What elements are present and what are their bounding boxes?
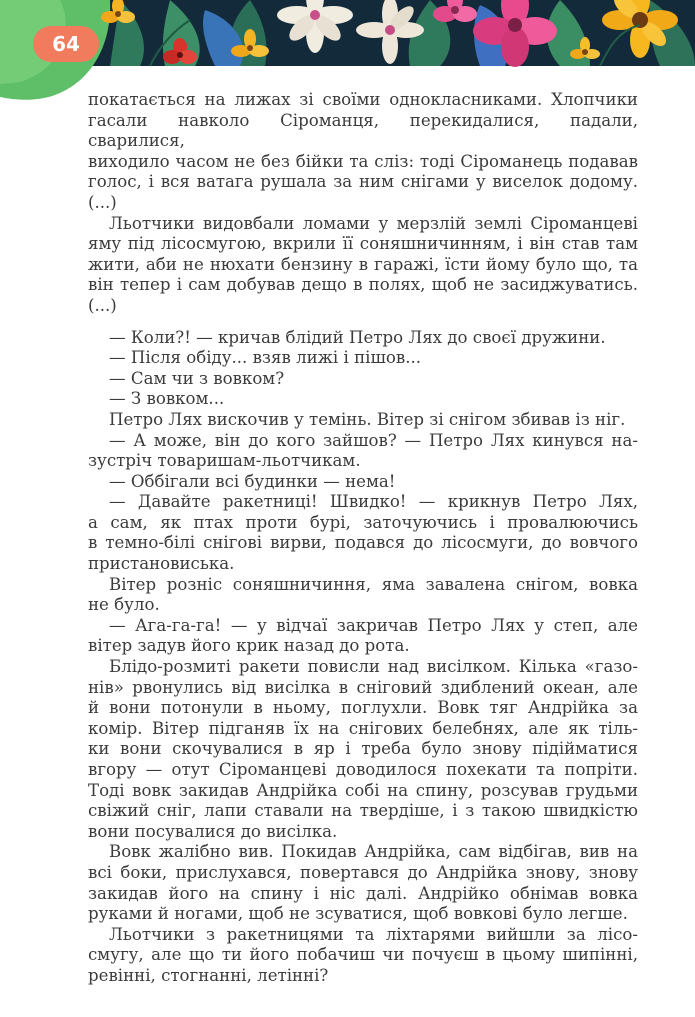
text-line: вони посувалися до висілка. xyxy=(88,821,338,841)
text-line: Вітер розніс соняшничиння, яма завалена снігом, вовка xyxy=(109,574,638,594)
text-line: — Сам чи з вовком? xyxy=(109,368,285,388)
text-line: голос, і вся ватага рушала за ним снігами у виселок додому. (...) xyxy=(88,172,638,212)
text-line: Вовк жалібно вив. Покидав Андрійка, сам відбігав, вив на xyxy=(109,842,638,862)
story-text xyxy=(88,90,638,987)
text-line: він тепер і сам добував дещо в полях, щоб не засиджуватись. (...) xyxy=(88,275,638,315)
text-line: жити, аби не нюхати бензину в гаражі, їсти йому було що, та xyxy=(88,254,638,274)
text-line: закидав його на спину і ніс далі. Андрійко обнімав вовка xyxy=(88,883,638,903)
text-line: — Ага-га-га! — у відчаї закричав Петро Лях у степ, але xyxy=(109,615,638,635)
text-line: — Давайте ракетниці! Швидко! — крикнув Петро Лях, xyxy=(109,492,638,512)
text-line: — А може, він до кого зайшов? — Петро Лях кинувся на- xyxy=(109,430,638,450)
text-line: — Оббігали всі будинки — нема! xyxy=(109,471,396,491)
text-line: й вони потонули в ньому, поглухли. Вовк тяг Андрійка за xyxy=(88,698,638,718)
text-line: Блідо-розмиті ракети повисли над висілком. Кілька «газо- xyxy=(109,657,638,677)
text-line: ревінні, стогнанні, летінні? xyxy=(88,965,329,985)
text-line: Тоді вовк закидав Андрійка собі на спину, розсував грудьми xyxy=(88,780,638,800)
text-line: а сам, як птах проти бурі, заточуючись і провалюючись xyxy=(88,512,638,532)
text-line: нів» рвонулись від висілка в сніговий здиблений океан, але xyxy=(88,677,638,697)
text-line: Льотчики видовбали ломами у мерзлій землі Сіроманцеві xyxy=(109,213,638,233)
text-line: Льотчики з ракетницями та ліхтарями вийшли за лісо- xyxy=(109,924,638,944)
text-line: всі боки, прислухався, повертався до Андрійка знову, знову xyxy=(88,862,638,882)
text-line: гасали навколо Сіроманця, перекидалися, падали, сварилися, xyxy=(88,110,638,151)
text-line: виходило часом не без бійки та сліз: тоді Сіроманець подавав xyxy=(88,151,638,171)
text-line: свіжий сніг, лапи ставали на твердіше, і з такою швидкістю xyxy=(88,801,638,821)
text-line: руками й ногами, щоб не зсуватися, щоб вовкові було легше. xyxy=(88,904,628,924)
text-line: ки вони скочувалися в яр і треба було знову підійматися xyxy=(88,739,638,759)
text-line: не було. xyxy=(88,595,160,615)
text-line: — Коли?! — кричав блідий Петро Лях до своєї дружини. xyxy=(109,327,606,347)
text-line: — З вовком... xyxy=(109,389,225,409)
text-line: вітер задув його крик назад до рота. xyxy=(88,636,410,656)
text-line: в темно-білі снігові вирви, подався до лісосмуги, до вовчого xyxy=(88,533,638,553)
text-line: — Після обіду... взяв лижі і пішов... xyxy=(109,348,422,368)
page-number: 64 xyxy=(33,26,99,62)
text-line: яму під лісосмугою, вкрили її соняшничинням, і він став там xyxy=(88,234,638,254)
text-line: пристановиська. xyxy=(88,554,235,574)
text-line: вгору — отут Сіроманцеві доводилося похекати та попріти. xyxy=(88,760,638,779)
text-line: смугу, але що ти його побачиш чи почуєш в цьому шипінні, xyxy=(88,945,638,965)
text-line: комір. Вітер підганяв їх на снігових белебнях, але як тіль- xyxy=(88,718,638,738)
text-line: зустріч товаришам-льотчикам. xyxy=(88,451,361,471)
text-line: покатається на лижах зі своїми однокласниками. Хлопчики xyxy=(88,90,638,109)
text-line: Петро Лях вискочив у темінь. Вітер зі снігом збивав із ніг. xyxy=(109,409,626,429)
